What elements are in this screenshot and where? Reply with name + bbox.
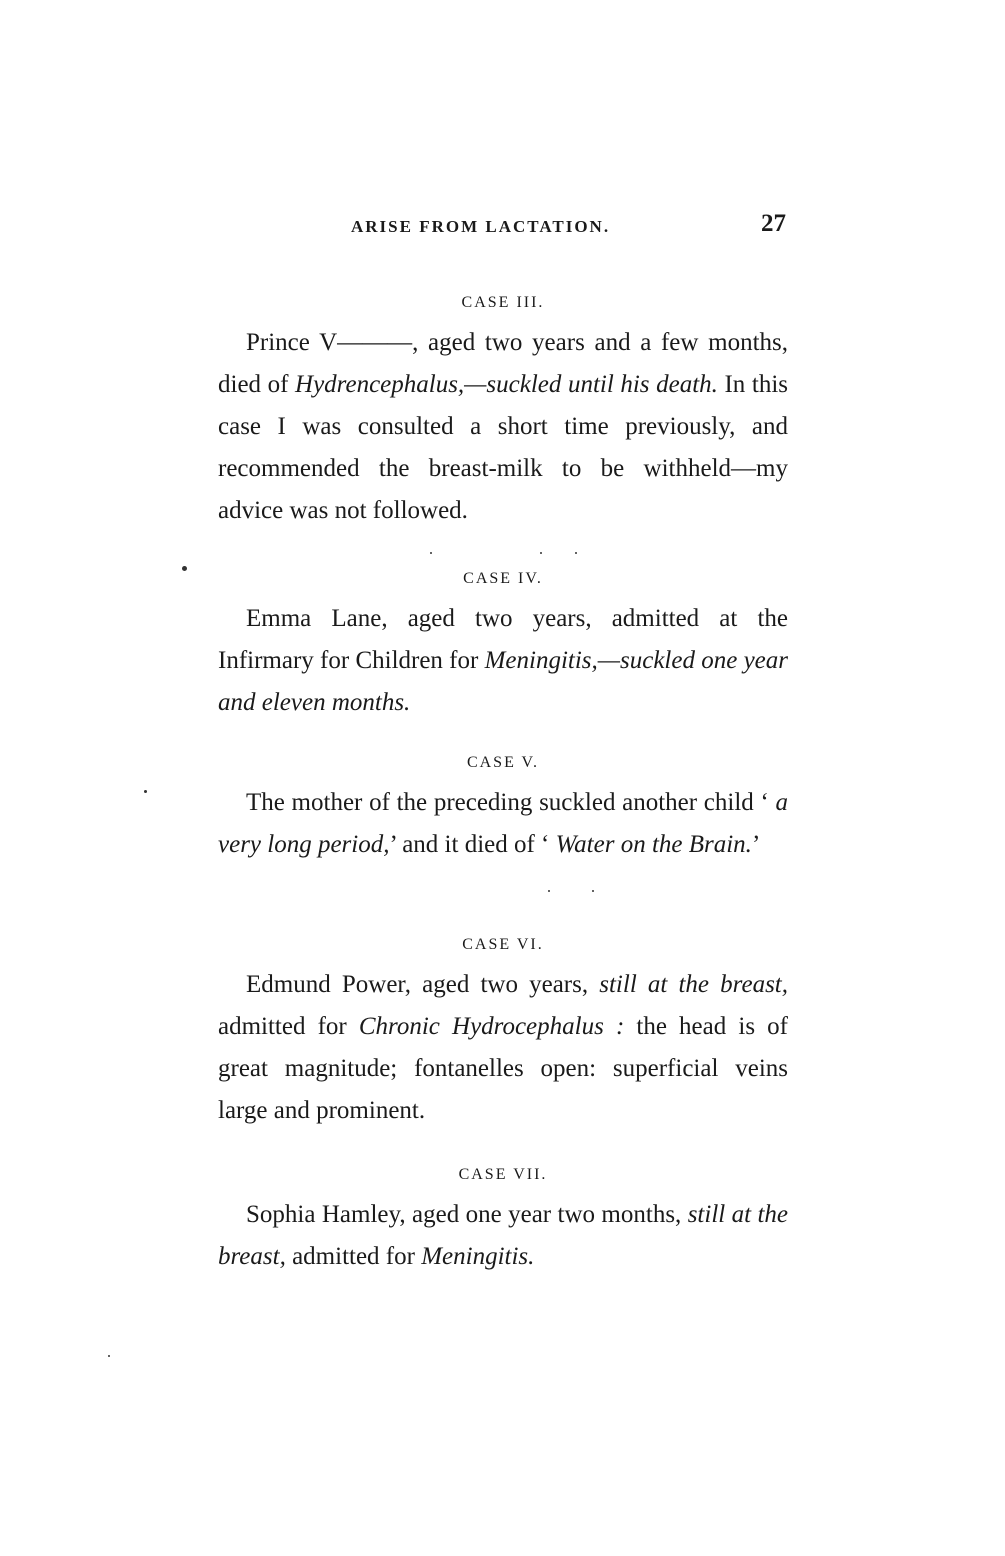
case-vii (218, 1162, 788, 1278)
text-segment-italic: a very long period, (218, 789, 788, 858)
text-segment: Edmund Power, aged two years, (246, 971, 600, 998)
scan-speck (540, 552, 542, 554)
text-segment-italic: Hydrencephalus,—suckled until his death. (295, 371, 718, 398)
text-segment-italic: Meningitis,—suckled one year and eleven months. (218, 647, 788, 716)
case-text (218, 322, 788, 532)
case-iii (218, 290, 788, 532)
case-heading: CASE VI. (462, 936, 544, 953)
case-text (218, 598, 788, 724)
page-number: 27 (761, 210, 786, 237)
text-segment-italic: Chronic Hydrocephalus : (358, 1013, 625, 1040)
text-segment: ’ and it died of ‘ (389, 831, 556, 858)
running-head (218, 210, 788, 246)
case-heading: CASE IV. (463, 570, 543, 587)
text-segment-italic: Meningitis. (421, 1243, 535, 1270)
text-segment: In this case I was consulted a short time previously, and recommended the breast-milk to be withheld—my advice was not followed. (218, 371, 788, 524)
text-segment: Emma Lane, aged two years, admitted at the Infirmary for Children for (218, 605, 788, 674)
scan-speck (592, 890, 594, 892)
text-segment: Prince V———, aged two years and a few months, died of (218, 329, 788, 398)
scan-speck (108, 1355, 110, 1357)
scan-speck (548, 890, 550, 892)
case-v (218, 750, 788, 866)
scan-speck (430, 552, 432, 554)
case-text (218, 782, 788, 866)
scan-speck (144, 790, 147, 793)
scan-speck (182, 566, 187, 571)
text-segment-italic: Water on the Brain. (555, 831, 752, 858)
case-text (218, 1194, 788, 1278)
text-segment: Sophia Hamley, aged one year two months, (246, 1201, 688, 1228)
text-segment: admitted for (285, 1243, 422, 1270)
text-segment-italic: still at the breast, (599, 971, 788, 998)
scan-speck (575, 552, 577, 554)
case-vi (218, 932, 788, 1132)
case-heading: CASE III. (461, 294, 545, 311)
case-text (218, 964, 788, 1132)
case-iv (218, 566, 788, 724)
case-heading: CASE V. (466, 754, 540, 771)
text-segment-italic: still at the breast, (218, 1201, 789, 1270)
running-title: ARISE FROM LACTATION. (351, 217, 611, 236)
text-segment: ’ (751, 831, 761, 858)
case-heading: CASE VII. (458, 1166, 548, 1183)
text-segment: admitted for (218, 1013, 359, 1040)
text-segment: the head is of great magnitude; fontanelles open: superficial veins large and prominent. (218, 1013, 788, 1124)
text-segment: The mother of the preceding suckled another child ‘ (246, 789, 776, 816)
